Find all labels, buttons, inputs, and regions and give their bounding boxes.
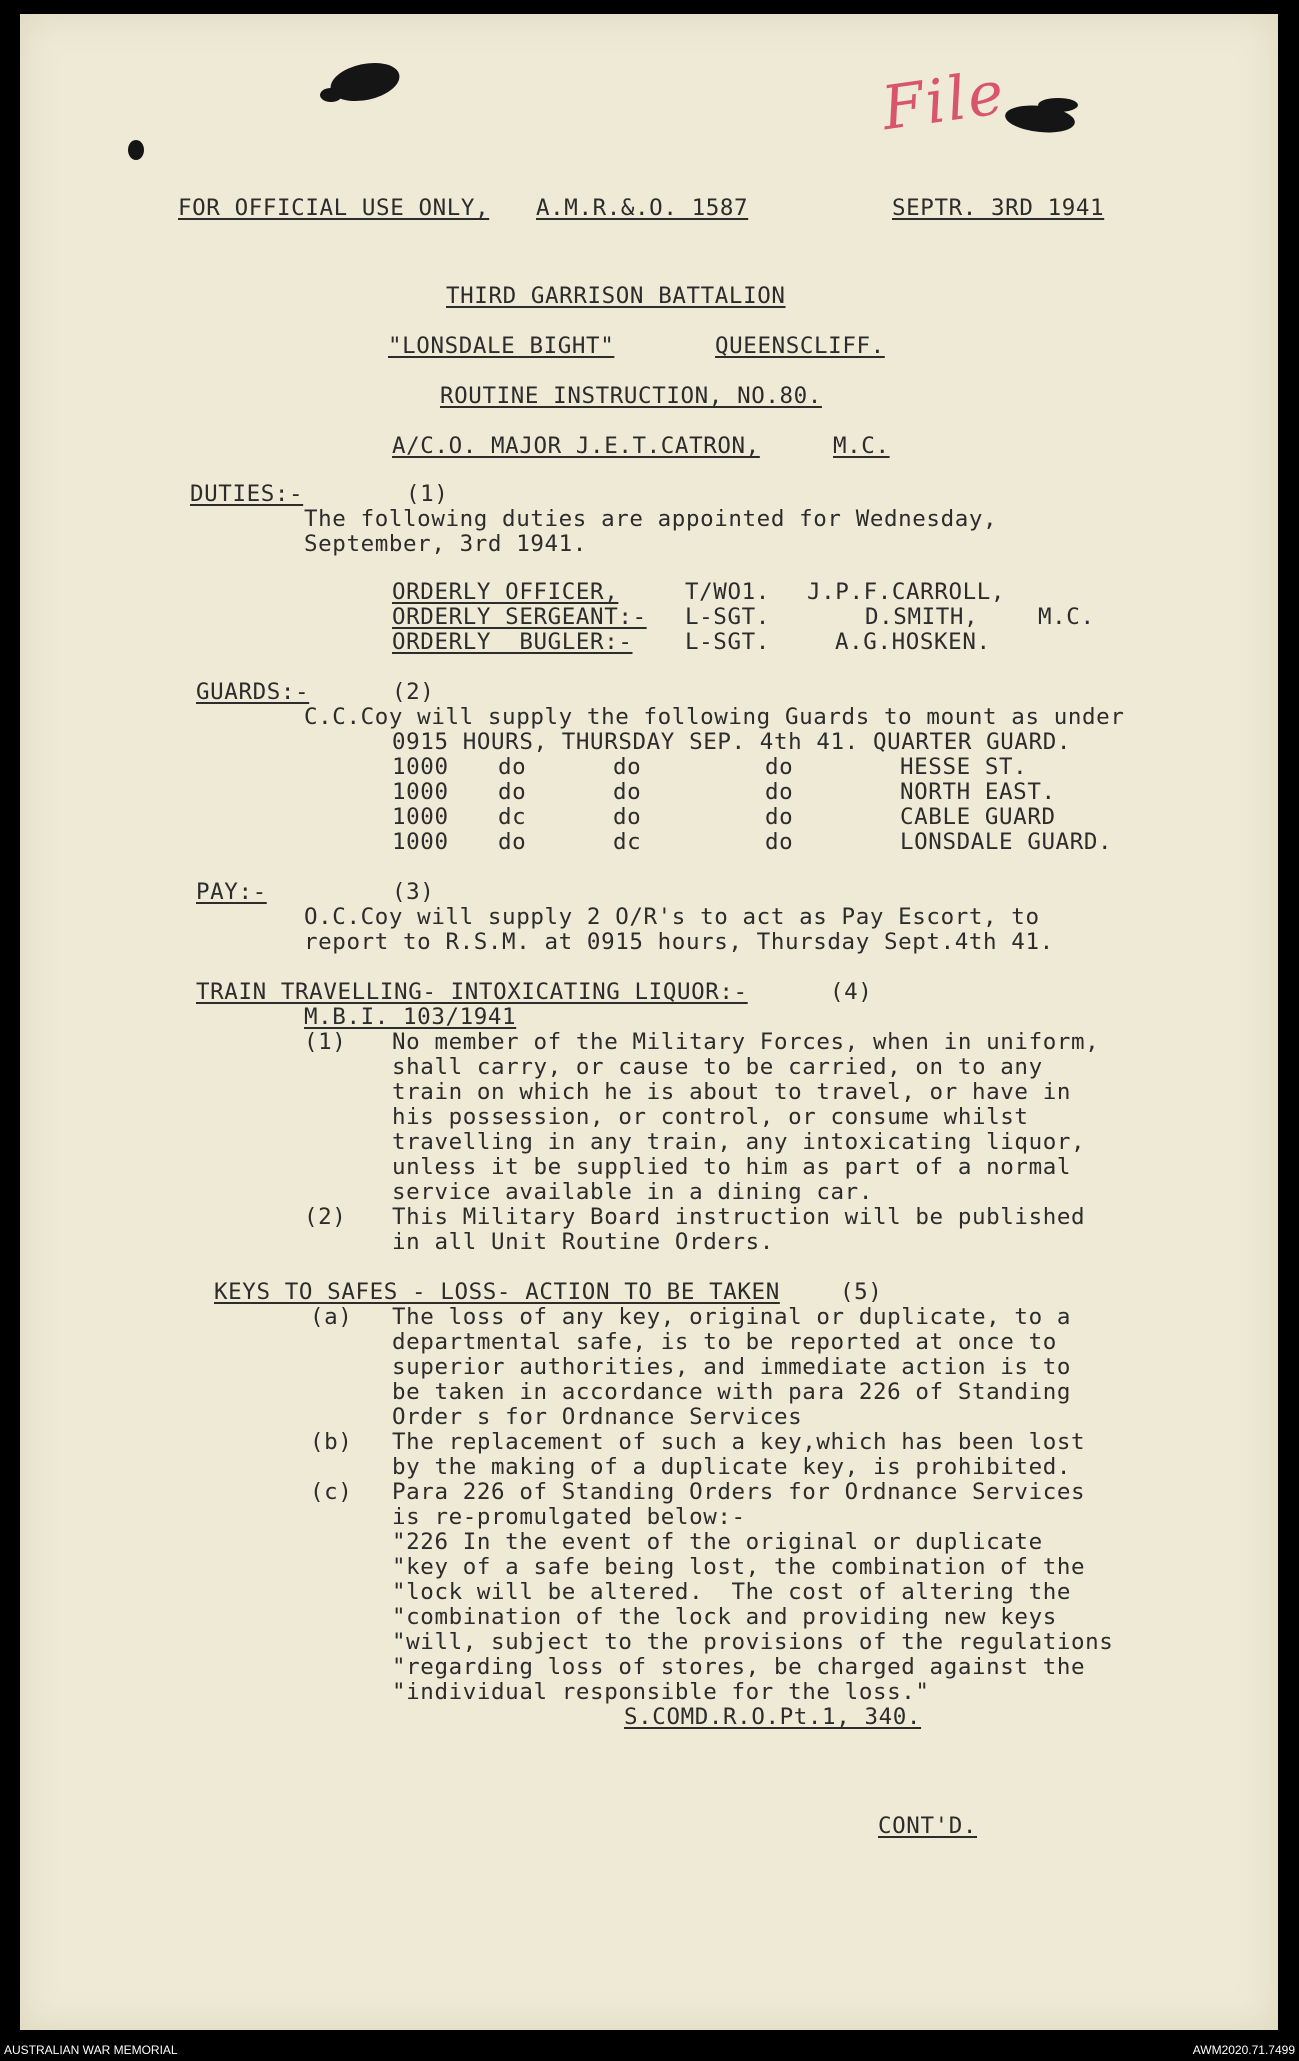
- keys-number: (5): [840, 1279, 883, 1305]
- pay-heading: PAY:-: [196, 879, 267, 905]
- pay-text-line: report to R.S.M. at 0915 hours, Thursday Sept.4th 41.: [304, 929, 1054, 955]
- train-heading: TRAIN TRAVELLING- INTOXICATING LIQUOR:-: [196, 979, 748, 1005]
- guard-post: HESSE ST.: [900, 754, 1028, 780]
- duty-role: ORDERLY BUGLER:-: [392, 629, 633, 655]
- commanding-officer: A/C.O. MAJOR J.E.T.CATRON,: [392, 433, 760, 459]
- document-date: SEPTR. 3RD 1941: [892, 195, 1105, 221]
- document-page: [20, 14, 1278, 2030]
- keys-source-reference: S.COMD.R.O.Pt.1, 340.: [624, 1704, 922, 1730]
- duty-role: ORDERLY SERGEANT:-: [392, 604, 647, 630]
- guard-ditto: dc: [498, 804, 527, 830]
- location-queenscliff: QUEENSCLIFF.: [715, 333, 885, 359]
- pay-number: (3): [392, 879, 435, 905]
- guard-ditto: do: [765, 779, 794, 805]
- train-item-line: service available in a dining car.: [392, 1179, 873, 1205]
- mbi-reference: M.B.I. 103/1941: [304, 1004, 517, 1030]
- guard-post: LONSDALE GUARD.: [900, 829, 1113, 855]
- keys-item-line: "226 In the event of the original or duplicate: [392, 1529, 1043, 1555]
- duty-name: A.G.HOSKEN.: [835, 629, 991, 655]
- guard-ditto: do: [613, 754, 642, 780]
- keys-item-label: (b): [310, 1429, 353, 1455]
- guard-time: 1000: [392, 804, 449, 830]
- keys-item-line: by the making of a duplicate key, is prohibited.: [392, 1454, 1072, 1480]
- duties-heading: DUTIES:-: [190, 481, 304, 507]
- guard-time: 1000: [392, 829, 449, 855]
- duty-name: D.SMITH,: [865, 604, 979, 630]
- keys-item-line: superior authorities, and immediate action is to: [392, 1354, 1072, 1380]
- guard-ditto: dc: [613, 829, 642, 855]
- guard-time: 1000: [392, 779, 449, 805]
- keys-item-line: departmental safe, is to be reported at once to: [392, 1329, 1057, 1355]
- keys-item-line: "regarding loss of stores, be charged against the: [392, 1654, 1086, 1680]
- duty-name: J.P.F.CARROLL,: [807, 579, 1006, 605]
- train-number: (4): [830, 979, 873, 1005]
- duty-rank: L-SGT.: [685, 604, 770, 630]
- keys-item-line: Para 226 of Standing Orders for Ordnance Services: [392, 1479, 1086, 1505]
- guard-post: CABLE GUARD: [900, 804, 1056, 830]
- train-item-line: his possession, or control, or consume whilst: [392, 1104, 1029, 1130]
- commander-post: M.C.: [833, 433, 890, 459]
- footer-accession-number: AWM2020.71.7499: [1192, 2043, 1295, 2057]
- keys-item-line: "key of a safe being lost, the combination of the: [392, 1554, 1086, 1580]
- ink-blot: [128, 140, 144, 160]
- guards-text-line: 0915 HOURS, THURSDAY SEP. 4th 41. QUARTER GUARD.: [392, 729, 1072, 755]
- train-item-line: travelling in any train, any intoxicating liquor,: [392, 1129, 1086, 1155]
- ink-blot: [320, 88, 342, 102]
- duty-role: ORDERLY OFFICER,: [392, 579, 619, 605]
- keys-item-line: "will, subject to the provisions of the regulations: [392, 1629, 1114, 1655]
- guard-ditto: do: [498, 829, 527, 855]
- duties-text-line: The following duties are appointed for Wednesday,: [304, 506, 998, 532]
- ink-blot: [1038, 98, 1078, 112]
- duty-rank: T/WO1.: [685, 579, 770, 605]
- guards-text-line: C.C.Coy will supply the following Guards to mount as under: [304, 704, 1125, 730]
- keys-item-label: (a): [310, 1304, 353, 1330]
- train-item-line: in all Unit Routine Orders.: [392, 1229, 774, 1255]
- keys-item-line: "individual responsible for the loss.": [392, 1679, 930, 1705]
- guard-ditto: do: [765, 804, 794, 830]
- continued-label: CONT'D.: [878, 1813, 978, 1839]
- keys-heading: KEYS TO SAFES - LOSS- ACTION TO BE TAKEN: [214, 1279, 780, 1305]
- train-item-line: train on which he is about to travel, or have in: [392, 1079, 1072, 1105]
- train-item-label: (1): [304, 1029, 347, 1055]
- keys-item-line: be taken in accordance with para 226 of Standing: [392, 1379, 1072, 1405]
- guard-ditto: do: [765, 754, 794, 780]
- keys-item-line: The replacement of such a key,which has been lost: [392, 1429, 1086, 1455]
- handwritten-file-note: File: [877, 57, 1010, 145]
- guard-ditto: do: [765, 829, 794, 855]
- official-use-label: FOR OFFICIAL USE ONLY,: [178, 195, 490, 221]
- duty-extra: M.C.: [1038, 604, 1095, 630]
- guard-ditto: do: [613, 779, 642, 805]
- train-item-line: unless it be supplied to him as part of a normal: [392, 1154, 1072, 1180]
- guard-ditto: do: [498, 754, 527, 780]
- keys-item-line: "combination of the lock and providing new keys: [392, 1604, 1057, 1630]
- guards-heading: GUARDS:-: [196, 679, 310, 705]
- train-item-line: No member of the Military Forces, when in uniform,: [392, 1029, 1100, 1055]
- keys-item-line: The loss of any key, original or duplicate, to a: [392, 1304, 1072, 1330]
- keys-item-line: is re-promulgated below:-: [392, 1504, 746, 1530]
- train-item-label: (2): [304, 1204, 347, 1230]
- instruction-number: ROUTINE INSTRUCTION, NO.80.: [440, 383, 822, 409]
- duty-rank: L-SGT.: [685, 629, 770, 655]
- train-item-line: This Military Board instruction will be published: [392, 1204, 1086, 1230]
- battalion-title: THIRD GARRISON BATTALION: [446, 283, 786, 309]
- keys-item-line: "lock will be altered. The cost of altering the: [392, 1579, 1072, 1605]
- duties-text-line: September, 3rd 1941.: [304, 531, 587, 557]
- duties-number: (1): [406, 481, 449, 507]
- pay-text-line: O.C.Coy will supply 2 O/R's to act as Pay Escort, to: [304, 904, 1040, 930]
- reference-number: A.M.R.&.O. 1587: [536, 195, 749, 221]
- footer-institution: AUSTRALIAN WAR MEMORIAL: [4, 2043, 178, 2057]
- guard-ditto: do: [498, 779, 527, 805]
- train-item-line: shall carry, or cause to be carried, on to any: [392, 1054, 1043, 1080]
- guard-time: 1000: [392, 754, 449, 780]
- guard-ditto: do: [613, 804, 642, 830]
- guard-post: NORTH EAST.: [900, 779, 1056, 805]
- keys-item-label: (c): [310, 1479, 353, 1505]
- location-bight: "LONSDALE BIGHT": [388, 333, 615, 359]
- keys-item-line: Order s for Ordnance Services: [392, 1404, 803, 1430]
- guards-number: (2): [392, 679, 435, 705]
